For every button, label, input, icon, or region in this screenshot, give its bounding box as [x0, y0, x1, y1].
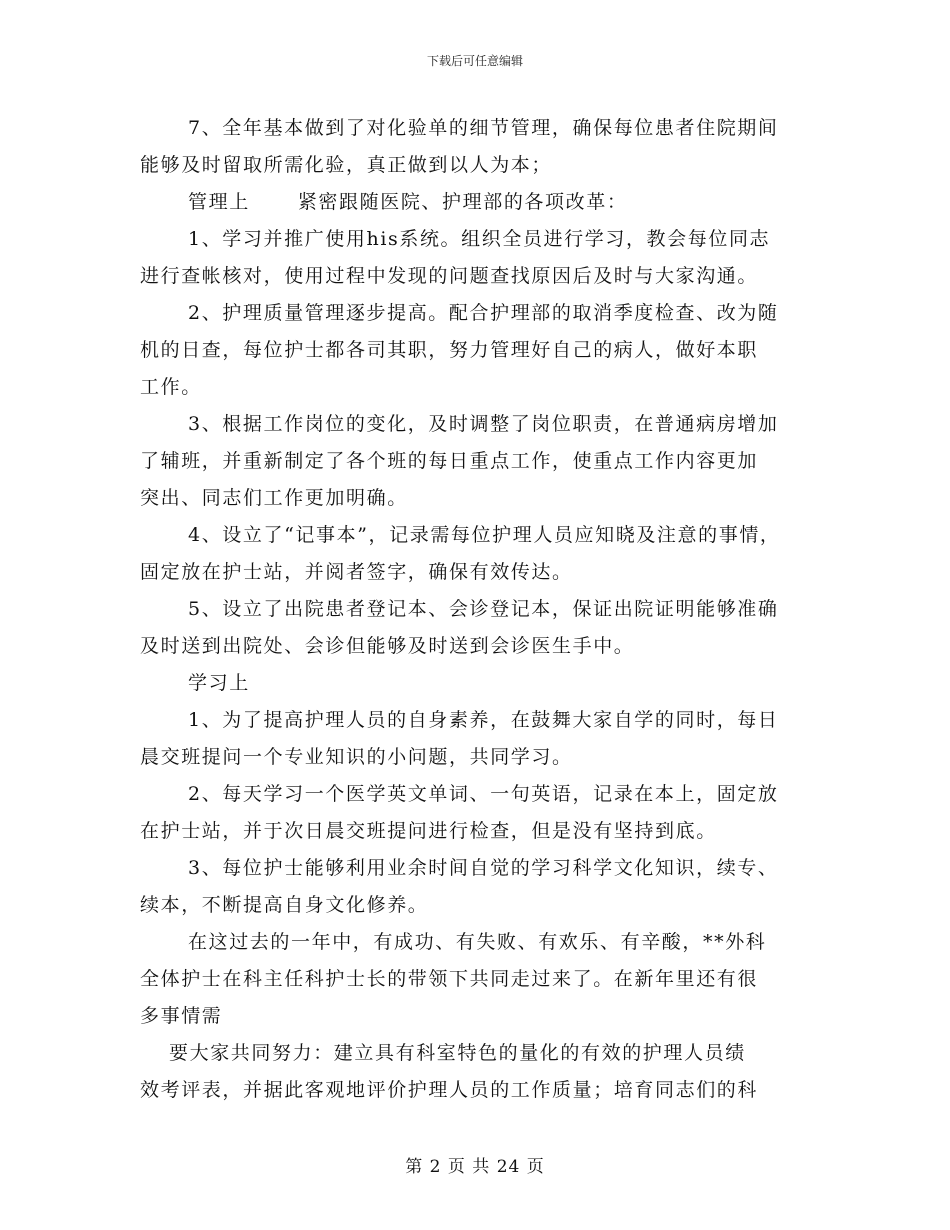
paragraph-line: 续本，不断提高自身文化修养。 — [140, 894, 429, 916]
section-heading-study: 学习上 — [188, 672, 250, 694]
document-body — [140, 110, 816, 1109]
paragraph-line: 进行查帐核对，使用过程中发现的问题查找原因后及时与大家沟通。 — [140, 265, 759, 287]
paragraph-line: 1、学习并推广使用his系统。组织全员进行学习，教会每位同志 — [188, 228, 771, 250]
paragraph-line: 要大家共同努力：建立具有科室特色的量化的有效的护理人员绩 — [169, 1042, 746, 1064]
paragraph-line: 多事情需 — [140, 1005, 223, 1027]
paragraph-line: 4、设立了“记事本”，记录需每位护理人员应知晓及注意的事情， — [188, 524, 781, 546]
paragraph-line: 工作。 — [140, 376, 202, 398]
paragraph-line: 晨交班提问一个专业知识的小问题，共同学习。 — [140, 746, 573, 768]
paragraph-line: 5、设立了出院患者登记本、会诊登记本，保证出院证明能够准确 — [188, 598, 779, 620]
paragraph-line: 能够及时留取所需化验，真正做到以人为本； — [140, 154, 553, 176]
section-heading-management — [140, 184, 816, 221]
section-heading-text: 紧密跟随医院、护理部的各项改革： — [297, 191, 628, 213]
paragraph-line: 突出、同志们工作更加明确。 — [140, 487, 408, 509]
paragraph-line: 3、每位护士能够利用业余时间自觉的学习科学文化知识，续专、 — [188, 857, 779, 879]
section-heading-label: 管理上 — [188, 191, 250, 213]
paragraph-line: 7、全年基本做到了对化验单的细节管理，确保每位患者住院期间 — [188, 117, 779, 139]
page-footer: 第 2 页 共 24 页 — [405, 1157, 545, 1177]
paragraph-line: 在护士站，并于次日晨交班提问进行检查，但是没有坚持到底。 — [140, 820, 717, 842]
paragraph-line: 及时送到出院处、会诊但能够及时送到会诊医生手中。 — [140, 635, 635, 657]
paragraph-line: 固定放在护士站，并阅者签字，确保有效传达。 — [140, 561, 573, 583]
paragraph-line: 机的日查，每位护士都各司其职，努力管理好自己的病人，做好本职 — [140, 339, 759, 361]
page-header: 下载后可任意编辑 — [426, 54, 523, 68]
paragraph-line: 了辅班，并重新制定了各个班的每日重点工作，使重点工作内容更加 — [140, 450, 759, 472]
paragraph-line: 2、护理质量管理逐步提高。配合护理部的取消季度检查、改为随 — [188, 302, 779, 324]
paragraph-line: 1、为了提高护理人员的自身素养，在鼓舞大家自学的同时，每日 — [188, 709, 779, 731]
paragraph-line: 2、每天学习一个医学英文单词、一句英语，记录在本上，固定放 — [188, 783, 779, 805]
paragraph-line: 全体护士在科主任科护士长的带领下共同走过来了。在新年里还有很 — [140, 968, 759, 990]
paragraph-line: 效考评表，并据此客观地评价护理人员的工作质量；培育同志们的科 — [140, 1079, 759, 1101]
paragraph-line: 在这过去的一年中，有成功、有失败、有欢乐、有辛酸，**外科 — [188, 931, 767, 953]
paragraph-line: 3、根据工作岗位的变化，及时调整了岗位职责，在普通病房增加 — [188, 413, 779, 435]
